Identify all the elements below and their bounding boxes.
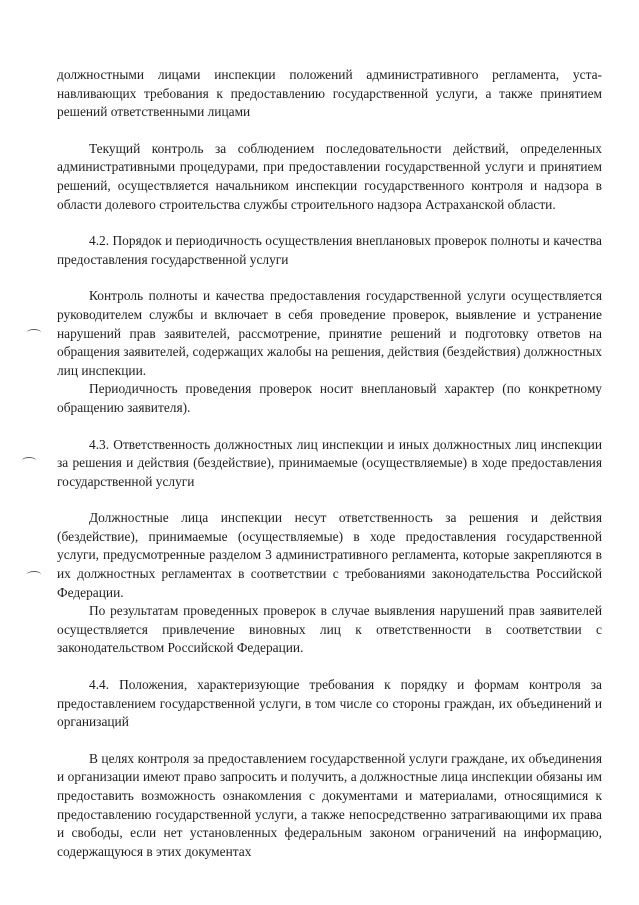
paragraph-inspection-results: По результатам проведенных проверок в случае выявления нарушений прав заявителей осуществляется привлечение виновных лиц к ответственности в соответствии с законодательством Российской Федерации. [57,603,602,656]
document-body [57,66,602,861]
paragraph-responsibility: Должностные лица инспекции несут ответственность за решения и действия (бездействие), принимаемые (осуществляемые) в ходе предоставления государственной услуги, предусмотренные разделом 3 административного регламента, которые закрепляются в их должностных регламентах в соответствии с требованиями законодательства Российской Федерации. [57,510,602,600]
paragraph-citizen-control: В целях контроля за предоставлением государственной услуги граждане, их объединения и организации имеют право запросить и получить, а должностные лица инспекции обязаны им предоставить возможность ознакомления с документами и материалами, относящимися к предоставлению государственной услуги, а также непосредственно затрагивающими их права и свободы, если нет установленных федеральным законом ограничений на информацию, содержащуюся в этих документах [57,750,602,859]
section-heading-4-2: 4.2. Порядок и периодичность осуществления внеплановых проверок полноты и качества предоставления государственной услуги [57,233,602,267]
paragraph-continuation: должностными лицами инспекции положений административного регламента, устанавливающих требования к предоставлению государственной услуги, а также принятием решений ответственными лицами [57,67,602,120]
section-heading-4-3: 4.3. Ответственность должностных лиц инспекции и иных должностных лиц инспекции за решения и действия (бездействие), принимаемые (осуществляемые) в ходе предоставления государственной услуги [57,436,602,489]
binding-hole-mark [27,571,41,578]
paragraph-quality-control: Контроль полноты и качества предоставления государственной услуги осуществляется руководителем службы и включает в себя проведение проверок, выявление и устранение нарушений прав заявителей, рассмотрение, принятие решений и подготовку ответов на обращения заявителей, содержащих жалобы на решения, действия (бездействия) должностных лиц инспекции. [57,288,602,378]
binding-hole-mark [27,329,41,336]
paragraph-periodicity: Периодичность проведения проверок носит внеплановый характер (по конкретному обращению заявителя). [57,381,602,415]
section-heading-4-4: 4.4. Положения, характеризующие требования к порядку и формам контроля за предоставлением государственной услуги, в том числе со стороны граждан, их объединений и организаций [57,677,602,730]
binding-hole-mark [22,457,36,464]
paragraph-current-control: Текущий контроль за соблюдением последовательности действий, определенных административными процедурами, при предоставлении государственной услуги и принятием решений, осуществляется начальником инспекции государственного контроля и надзора в области долевого строительства службы строительного надзора Астраханской области. [57,140,602,212]
